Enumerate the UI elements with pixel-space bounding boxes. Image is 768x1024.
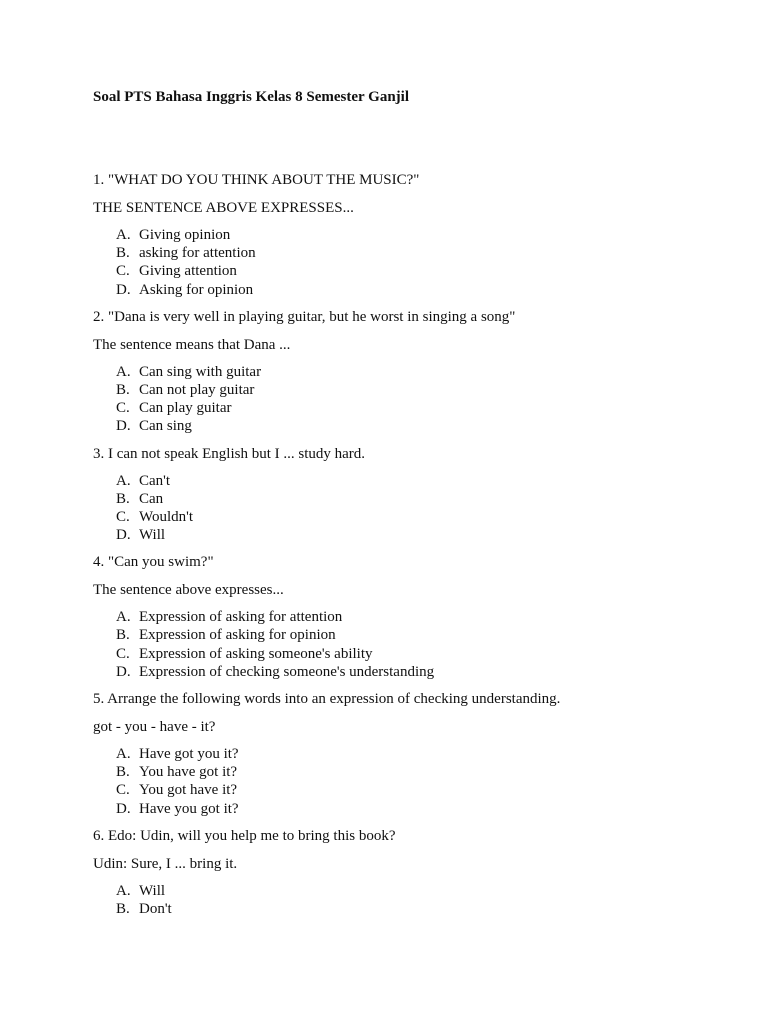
answer-options	[93, 363, 733, 436]
option-letter: C.	[116, 263, 130, 280]
answer-option	[116, 417, 733, 435]
page-title: Soal PTS Bahasa Inggris Kelas 8 Semester Ganjil	[93, 89, 409, 105]
option-letter: A.	[116, 472, 131, 489]
option-letter: B.	[116, 245, 130, 262]
option-text: Expression of asking for attention	[139, 609, 343, 626]
option-text: You have got it?	[139, 764, 238, 781]
answer-option	[116, 363, 733, 381]
option-text: Have got you it?	[139, 746, 239, 762]
answer-option	[116, 626, 733, 644]
option-letter: A.	[116, 227, 131, 243]
option-letter: D.	[116, 418, 131, 435]
question-5	[93, 689, 733, 818]
answer-option	[116, 781, 733, 799]
option-text: Can sing with guitar	[139, 363, 262, 380]
option-letter: C.	[116, 782, 130, 799]
question-6	[93, 826, 733, 918]
option-letter: A.	[116, 746, 131, 762]
question-list	[93, 170, 733, 926]
question-2	[93, 307, 733, 436]
option-letter: C.	[116, 400, 130, 417]
option-letter: A.	[116, 609, 131, 626]
answer-option	[116, 381, 733, 399]
option-text: Don't	[139, 900, 172, 917]
option-text: Asking for opinion	[139, 281, 254, 298]
option-text: Giving opinion	[139, 227, 231, 243]
answer-option	[116, 399, 733, 417]
question-text: 1. "WHAT DO YOU THINK ABOUT THE MUSIC?"	[93, 172, 420, 188]
option-letter: D.	[116, 663, 131, 680]
answer-option	[116, 763, 733, 781]
option-text: Expression of checking someone's understanding	[139, 663, 435, 680]
question-text: 4. "Can you swim?"	[93, 554, 214, 571]
question-4	[93, 552, 733, 681]
option-letter: B.	[116, 764, 130, 781]
option-text: Can sing	[139, 418, 192, 435]
answer-option	[116, 608, 733, 626]
answer-options	[93, 472, 733, 545]
question-text: 3. I can not speak English but I ... study hard.	[93, 445, 366, 462]
question-prompt: The sentence above expresses...	[93, 582, 284, 599]
answer-option	[116, 526, 733, 544]
option-letter: B.	[116, 627, 130, 644]
question-prompt: Udin: Sure, I ... bring it.	[93, 855, 238, 872]
option-letter: C.	[116, 508, 130, 525]
question-prompt: The sentence means that Dana ...	[93, 336, 291, 353]
question-1	[93, 170, 733, 299]
answer-option	[116, 244, 733, 262]
option-letter: C.	[116, 645, 130, 662]
answer-option	[116, 508, 733, 526]
answer-options	[93, 226, 733, 299]
answer-option	[116, 663, 733, 681]
option-text: Have you got it?	[139, 800, 239, 817]
question-prompt: THE SENTENCE ABOVE EXPRESSES...	[93, 200, 354, 216]
option-text: Can play guitar	[139, 400, 232, 417]
option-letter: A.	[116, 882, 131, 899]
answer-option	[116, 745, 733, 763]
option-text: Expression of asking for opinion	[139, 627, 336, 644]
option-text: asking for attention	[139, 245, 256, 262]
option-text: Expression of asking someone's ability	[139, 645, 373, 662]
option-text: Can	[139, 490, 164, 507]
answer-options	[93, 745, 733, 818]
option-letter: B.	[116, 900, 130, 917]
option-letter: A.	[116, 363, 131, 380]
question-text: 6. Edo: Udin, will you help me to bring this book?	[93, 827, 396, 844]
answer-options	[93, 882, 733, 918]
answer-option	[116, 226, 733, 244]
question-prompt: got - you - have - it?	[93, 719, 216, 735]
option-letter: B.	[116, 490, 130, 507]
answer-option	[116, 882, 733, 900]
answer-options	[93, 608, 733, 681]
option-text: Can not play guitar	[139, 381, 255, 398]
answer-option	[116, 281, 733, 299]
question-3	[93, 444, 733, 545]
option-text: You got have it?	[139, 782, 238, 799]
answer-option	[116, 490, 733, 508]
answer-option	[116, 800, 733, 818]
option-text: Will	[139, 527, 166, 544]
option-text: Wouldn't	[139, 508, 193, 525]
question-text: 5. Arrange the following words into an expression of checking understanding.	[93, 691, 561, 707]
answer-option	[116, 262, 733, 280]
question-text: 2. "Dana is very well in playing guitar, but he worst in singing a song"	[93, 308, 516, 325]
option-letter: B.	[116, 381, 130, 398]
option-text: Giving attention	[139, 263, 237, 280]
option-letter: D.	[116, 281, 131, 298]
answer-option	[116, 472, 733, 490]
answer-option	[116, 645, 733, 663]
option-letter: D.	[116, 800, 131, 817]
option-letter: D.	[116, 527, 131, 544]
option-text: Will	[139, 882, 166, 899]
option-text: Can't	[139, 472, 171, 489]
answer-option	[116, 900, 733, 918]
